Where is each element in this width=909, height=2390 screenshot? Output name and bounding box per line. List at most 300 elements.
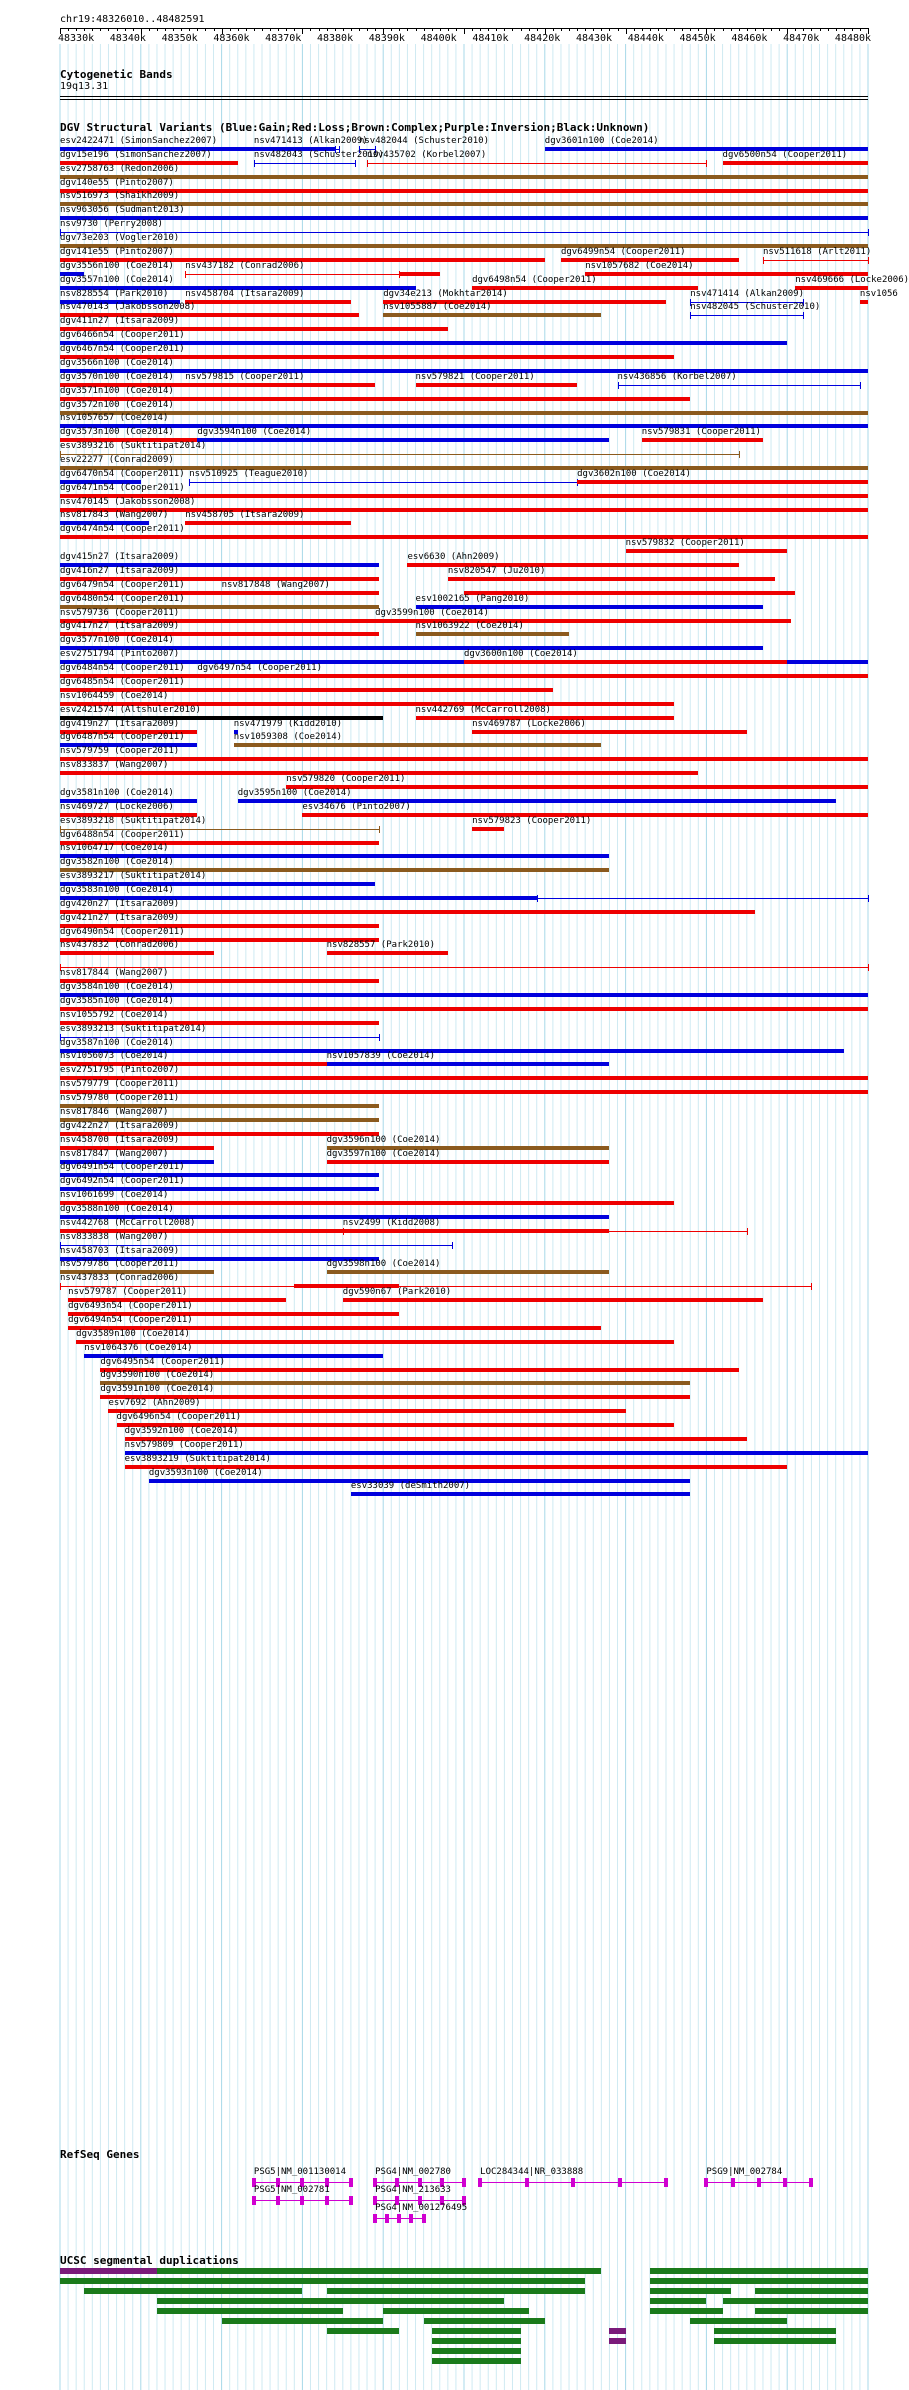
- dgv-variant-label[interactable]: dgv415n27 (Itsara2009): [60, 552, 180, 563]
- dgv-variant-label[interactable]: nsv820547 (Ju2010): [447, 565, 546, 576]
- dgv-variant-label[interactable]: nsv482043 (Schuster2010): [253, 149, 384, 160]
- dgv-variant-label[interactable]: esv2751795 (Pinto2007): [60, 1065, 180, 1076]
- dgv-variant-end-tick: [739, 451, 740, 458]
- dgv-variant-bar[interactable]: [222, 591, 380, 595]
- ruler-tick: [424, 28, 425, 31]
- ruler-tick-label: 48420k: [524, 33, 561, 44]
- dgv-variant-bar[interactable]: [254, 163, 355, 164]
- segdup-block[interactable]: [222, 2318, 384, 2324]
- dgv-variant-label[interactable]: nsv482045 (Schuster2010): [690, 302, 821, 313]
- ruler-tick: [537, 28, 538, 31]
- ruler-tick: [254, 28, 255, 31]
- dgv-variant-label[interactable]: dgv3584n100 (Coe2014): [60, 982, 174, 993]
- dgv-variant-label[interactable]: dgv3598n100 (Coe2014): [326, 1259, 441, 1270]
- dgv-variant-label[interactable]: dgv3572n100 (Coe2014): [60, 399, 174, 410]
- dgv-variant-label[interactable]: nsv579786 (Cooper2011): [60, 1259, 180, 1270]
- ruler-tick: [391, 28, 392, 31]
- dgv-variant-label[interactable]: dgv3557n100 (Coe2014): [60, 274, 174, 285]
- ruler-tick: [795, 28, 796, 31]
- dgv-variant-end-tick: [537, 895, 538, 902]
- dgv-variant-end-tick: [355, 160, 356, 167]
- segdup-block[interactable]: [609, 2338, 625, 2344]
- dgv-variant-label[interactable]: nsv458700 (Itsara2009): [60, 1134, 180, 1145]
- dgv-variant-bar[interactable]: [399, 272, 439, 276]
- dgv-variant-label[interactable]: nsv1059308 (Coe2014): [233, 732, 343, 743]
- dgv-variant-label[interactable]: dgv3573n100 (Coe2014): [60, 427, 174, 438]
- dgv-variant-bar[interactable]: [642, 438, 763, 442]
- dgv-variant-label[interactable]: dgv3595n100 (Coe2014): [237, 787, 352, 798]
- dgv-variant-label[interactable]: dgv6497n54 (Cooper2011): [197, 663, 322, 674]
- dgv-variant-bar[interactable]: [60, 1090, 868, 1094]
- dgv-variant-bar[interactable]: [763, 260, 868, 261]
- dgv-variant-label[interactable]: nsv579823 (Cooper2011): [472, 815, 592, 826]
- dgv-variant-label[interactable]: nsv579787 (Cooper2011): [68, 1287, 188, 1298]
- ruler-tick: [747, 28, 748, 31]
- dgv-variant-bar[interactable]: [197, 438, 609, 442]
- dgv-variant-label[interactable]: nsv436856 (Korbel2007): [617, 371, 737, 382]
- refseq-exon: [571, 2178, 575, 2187]
- ruler-tick: [529, 28, 530, 31]
- dgv-variant-label[interactable]: dgv6499n54 (Cooper2011): [560, 246, 686, 257]
- segdup-block[interactable]: [157, 2298, 504, 2304]
- dgv-variant-label[interactable]: nsv437832 (Conrad2006): [60, 940, 180, 951]
- dgv-variant-label[interactable]: nsv510925 (Teague2010): [189, 468, 309, 479]
- dgv-variant-label[interactable]: dgv6491n54 (Cooper2011): [60, 1162, 185, 1173]
- ruler-tick: [238, 28, 239, 31]
- refseq-gene-label[interactable]: PSG5|NM_002781: [253, 2185, 330, 2195]
- dgv-variant-label[interactable]: esv33039 (deSmith2007): [350, 1481, 471, 1492]
- ruler-tick: [698, 28, 699, 31]
- dgv-variant-label[interactable]: esv34676 (Pinto2007): [302, 801, 411, 812]
- ruler-tick: [852, 28, 853, 31]
- dgv-variant-label[interactable]: nsv833838 (Wang2007): [60, 1231, 169, 1242]
- ruler-tick: [601, 28, 602, 31]
- ruler-tick: [173, 28, 174, 31]
- dgv-variant-label[interactable]: dgv3583n100 (Coe2014): [60, 884, 174, 895]
- dgv-variant-label[interactable]: nsv1057657 (Coe2014): [60, 413, 169, 424]
- dgv-variant-label[interactable]: nsv828557 (Park2010): [326, 940, 435, 951]
- dgv-variant-label[interactable]: esv3893213 (Suktitipat2014): [60, 1023, 207, 1034]
- dgv-variant-label[interactable]: nsv817847 (Wang2007): [60, 1148, 169, 1159]
- dgv-variant-label[interactable]: dgv416n27 (Itsara2009): [60, 565, 180, 576]
- ruler-tick: [448, 28, 449, 31]
- dgv-variant-label[interactable]: nsv579820 (Cooper2011): [286, 774, 406, 785]
- dgv-variant-label[interactable]: dgv3601n100 (Coe2014): [544, 136, 659, 146]
- segdup-block[interactable]: [723, 2298, 868, 2304]
- dgv-variant-bar[interactable]: [383, 313, 601, 317]
- ruler-tick: [133, 28, 134, 31]
- dgv-variant-label[interactable]: nsv828554 (Park2010): [60, 288, 169, 299]
- dgv-variant-label[interactable]: dgv3591n100 (Coe2014): [100, 1384, 215, 1395]
- refseq-exon: [462, 2178, 466, 2187]
- dgv-variant-label[interactable]: dgv6487n54 (Cooper2011): [60, 732, 185, 743]
- dgv-variant-end-tick: [706, 160, 707, 167]
- dgv-variant-label[interactable]: nsv458705 (Itsara2009): [185, 510, 305, 521]
- dgv-variant-bar[interactable]: [327, 1062, 610, 1066]
- ruler-tick-label: 48390k: [368, 33, 405, 44]
- ruler-tick: [84, 28, 85, 31]
- dgv-variant-label[interactable]: dgv6470n54 (Cooper2011): [60, 468, 185, 479]
- dgv-variant-label[interactable]: nsv817843 (Wang2007): [60, 510, 169, 521]
- refseq-exon: [349, 2178, 353, 2187]
- dgv-variant-bar[interactable]: [189, 482, 577, 483]
- dgv-variant-label[interactable]: nsv579736 (Cooper2011): [60, 607, 180, 618]
- segdup-block[interactable]: [650, 2278, 868, 2284]
- dgv-variant-label[interactable]: dgv6493n54 (Cooper2011): [68, 1301, 193, 1312]
- ruler-tick: [731, 28, 732, 31]
- dgv-variant-label[interactable]: nsv470145 (Jakobsson2008): [60, 496, 196, 507]
- segdup-block[interactable]: [432, 2348, 521, 2354]
- dgv-variant-label[interactable]: dgv6474n54 (Cooper2011): [60, 524, 185, 535]
- dgv-variant-bar[interactable]: [185, 383, 375, 387]
- segdup-block[interactable]: [714, 2338, 835, 2344]
- ruler-tick: [407, 28, 408, 31]
- ruler-tick: [714, 28, 715, 31]
- dgv-variant-label[interactable]: esv22277 (Conrad2009): [60, 455, 174, 465]
- dgv-variant-bar[interactable]: [286, 785, 868, 789]
- refseq-exon: [409, 2214, 413, 2223]
- dgv-variant-label[interactable]: dgv6490n54 (Cooper2011): [60, 926, 185, 937]
- dgv-variant-bar[interactable]: [60, 1076, 868, 1080]
- ruler-tick: [181, 28, 182, 31]
- dgv-variant-bar[interactable]: [795, 286, 868, 290]
- dgv-variant-label[interactable]: nsv482044 (Schuster2010): [358, 136, 489, 146]
- segdup-block[interactable]: [755, 2288, 868, 2294]
- dgv-variant-label[interactable]: dgv15e196 (SimonSanchez2007): [60, 149, 212, 160]
- dgv-variant-label[interactable]: esv3893218 (Suktitipat2014): [60, 815, 207, 826]
- ruler-tick-label: 48410k: [472, 33, 509, 44]
- dgv-variant-label[interactable]: nsv516973 (Shaikh2009): [60, 191, 180, 202]
- cytoband-title: Cytogenetic Bands: [60, 68, 173, 81]
- dgv-variant-bar[interactable]: [60, 1007, 868, 1011]
- dgv-variant-label[interactable]: nsv579809 (Cooper2011): [124, 1439, 244, 1450]
- dgv-variant-bar[interactable]: [60, 1049, 844, 1053]
- dgv-variant-label[interactable]: dgv3581n100 (Coe2014): [60, 787, 174, 798]
- ruler-tick: [585, 28, 586, 31]
- dgv-variant-bar[interactable]: [60, 967, 868, 968]
- dgv-variant-label[interactable]: nsv442768 (McCarroll2008): [60, 1217, 196, 1228]
- dgv-variant-bar[interactable]: [472, 827, 504, 831]
- segdup-block[interactable]: [157, 2308, 343, 2314]
- dgv-variant-label[interactable]: esv1002165 (Pang2010): [415, 593, 530, 604]
- dgv-variant-label[interactable]: dgv6496n54 (Cooper2011): [116, 1412, 242, 1423]
- ruler-tick: [246, 28, 247, 31]
- dgv-variant-bar[interactable]: [60, 244, 868, 248]
- dgv-variant-bar[interactable]: [537, 898, 868, 899]
- segdup-block[interactable]: [383, 2308, 528, 2314]
- dgv-variant-bar[interactable]: [416, 383, 578, 387]
- ruler-tick: [593, 28, 594, 31]
- ruler-tick: [327, 28, 328, 31]
- ruler-tick: [521, 28, 522, 31]
- dgv-variant-label[interactable]: dgv3600n100 (Coe2014): [464, 649, 578, 660]
- dgv-variant-label[interactable]: dgv6498n54 (Cooper2011): [472, 274, 597, 285]
- refseq-gene-label[interactable]: PSG5|NM_001130014: [253, 2167, 347, 2177]
- dgv-variant-label[interactable]: dgv420n27 (Itsara2009): [60, 898, 180, 909]
- dgv-variant-label[interactable]: dgv421n27 (Itsara2009): [60, 912, 180, 923]
- dgv-variant-bar[interactable]: [185, 300, 351, 304]
- dgv-variant-label[interactable]: nsv435702 (Korbel2007): [367, 149, 487, 160]
- dgv-variant-label[interactable]: dgv3596n100 (Coe2014): [326, 1134, 441, 1145]
- dgv-variant-label[interactable]: nsv437833 (Conrad2006): [60, 1273, 180, 1284]
- refseq-gene-label[interactable]: PSG4|NM_001276495: [375, 2203, 468, 2213]
- dgv-variant-label[interactable]: nsv1064376 (Coe2014): [84, 1342, 193, 1353]
- dgv-variant-label[interactable]: dgv419n27 (Itsara2009): [60, 718, 180, 729]
- segdup-block[interactable]: [60, 2278, 585, 2284]
- dgv-variant-label[interactable]: dgv3570n100 (Coe2014): [60, 371, 174, 382]
- dgv-variant-label[interactable]: dgv3602n100 (Coe2014): [577, 468, 691, 479]
- dgv-variant-label[interactable]: dgv590n67 (Park2010): [342, 1287, 452, 1298]
- dgv-variant-bar[interactable]: [860, 300, 868, 304]
- refseq-exon: [478, 2178, 482, 2187]
- dgv-variant-label[interactable]: nsv579832 (Cooper2011): [625, 538, 745, 549]
- dgv-variant-label[interactable]: nsv1055887 (Coe2014): [383, 302, 492, 313]
- dgv-variant-label[interactable]: nsv9730 (Perry2008): [60, 219, 163, 230]
- dgv-variant-label[interactable]: nsv469787 (Locke2006): [472, 718, 586, 729]
- dgv-variant-label[interactable]: nsv579759 (Cooper2011): [60, 746, 180, 757]
- ruler-tick: [456, 28, 457, 31]
- dgv-variant-bar[interactable]: [343, 1298, 763, 1302]
- dgv-variant-bar[interactable]: [448, 577, 775, 581]
- dgv-variant-bar[interactable]: [351, 1492, 690, 1496]
- dgv-variant-label[interactable]: dgv417n27 (Itsara2009): [60, 621, 180, 632]
- ruler-tick: [553, 28, 554, 31]
- dgv-variant-label[interactable]: dgv34e213 (Mokhtar2014): [383, 288, 508, 299]
- ruler-tick: [230, 28, 231, 31]
- dgv-variant-bar[interactable]: [185, 521, 351, 525]
- segdup-block[interactable]: [327, 2288, 586, 2294]
- dgv-variant-label[interactable]: esv3893216 (Suktitipat2014): [60, 441, 207, 452]
- segdup-block[interactable]: [432, 2338, 521, 2344]
- dgv-variant-bar[interactable]: [327, 951, 448, 955]
- dgv-variant-label[interactable]: dgv3585n100 (Coe2014): [60, 995, 174, 1006]
- dgv-variant-label[interactable]: nsv1055792 (Coe2014): [60, 1009, 169, 1020]
- dgv-variant-bar[interactable]: [60, 232, 868, 233]
- dgv-variant-label[interactable]: dgv6495n54 (Cooper2011): [100, 1356, 226, 1367]
- dgv-variant-bar[interactable]: [327, 1160, 610, 1164]
- dgv-variant-label[interactable]: dgv6500n54 (Cooper2011): [722, 149, 848, 160]
- dgv-variant-label[interactable]: nsv817846 (Wang2007): [60, 1106, 169, 1117]
- dgv-variant-label[interactable]: dgv3594n100 (Coe2014): [197, 427, 312, 438]
- dgv-variant-label[interactable]: esv2421574 (Altshuler2010): [60, 704, 201, 715]
- dgv-variant-label[interactable]: dgv6492n54 (Cooper2011): [60, 1176, 185, 1187]
- segdup-block[interactable]: [327, 2328, 400, 2334]
- dgv-variant-label[interactable]: dgv6479n54 (Cooper2011): [60, 579, 185, 590]
- dgv-variant-bar[interactable]: [197, 674, 561, 678]
- refseq-gene-label[interactable]: PSG4|NM_002780: [375, 2167, 451, 2177]
- dgv-variant-label[interactable]: dgv411n27 (Itsara2009): [60, 316, 180, 327]
- dgv-variant-label[interactable]: nsv1056073 (Coe2014): [60, 1051, 169, 1062]
- dgv-variant-label[interactable]: esv2751794 (Pinto2007): [60, 649, 180, 660]
- dgv-variant-label[interactable]: nsv458703 (Itsara2009): [60, 1245, 180, 1256]
- refseq-exon: [349, 2196, 353, 2205]
- ruler-tick: [674, 28, 675, 31]
- dgv-variant-label[interactable]: nsv579779 (Cooper2011): [60, 1079, 180, 1090]
- dgv-variant-label[interactable]: dgv73e203 (Vogler2010): [60, 233, 180, 244]
- dgv-variant-label[interactable]: nsv579831 (Cooper2011): [641, 427, 761, 438]
- dgv-variant-label[interactable]: nsv833837 (Wang2007): [60, 760, 169, 771]
- dgv-variant-label[interactable]: esv3893219 (Suktitipat2014): [124, 1453, 271, 1464]
- dgv-variant-bar[interactable]: [618, 385, 860, 386]
- dgv-variant-bar[interactable]: [60, 216, 868, 220]
- segdup-block[interactable]: [609, 2328, 625, 2334]
- dgv-variant-bar[interactable]: [60, 189, 868, 193]
- dgv-variant-label[interactable]: dgv3556n100 (Coe2014): [60, 260, 174, 271]
- dgv-variant-end-tick: [185, 271, 186, 278]
- dgv-variant-label[interactable]: dgv140e55 (Pinto2007): [60, 177, 174, 188]
- ruler-tick: [117, 28, 118, 31]
- dgv-variant-end-tick: [379, 1034, 380, 1041]
- ruler-tick: [496, 28, 497, 31]
- dgv-variant-label[interactable]: nsv579815 (Cooper2011): [185, 371, 305, 382]
- dgv-variant-label[interactable]: nsv1057839 (Coe2014): [326, 1051, 435, 1062]
- dgv-variant-label[interactable]: nsv2499 (Kidd2008): [342, 1217, 441, 1228]
- dgv-variant-label[interactable]: dgv6488n54 (Cooper2011): [60, 829, 185, 840]
- dgv-variant-bar[interactable]: [464, 660, 787, 664]
- segdup-block[interactable]: [714, 2328, 835, 2334]
- dgv-variant-label[interactable]: nsv437182 (Conrad2006): [185, 260, 305, 271]
- dgv-variant-label[interactable]: dgv6494n54 (Cooper2011): [68, 1314, 193, 1325]
- dgv-variant-label[interactable]: nsv469727 (Locke2006): [60, 801, 174, 812]
- dgv-variant-label[interactable]: nsv458704 (Itsara2009): [185, 288, 305, 299]
- dgv-variant-label[interactable]: dgv6471n54 (Cooper2011): [60, 482, 185, 493]
- dgv-variant-bar[interactable]: [416, 632, 570, 636]
- ruler-tick: [165, 28, 166, 31]
- refseq-exon: [618, 2178, 622, 2187]
- segdup-block[interactable]: [432, 2358, 521, 2364]
- ruler-tick: [68, 28, 69, 31]
- segdup-block[interactable]: [157, 2268, 601, 2274]
- refseq-exon: [385, 2214, 389, 2223]
- dgv-variant-label[interactable]: nsv511618 (Arlt2011): [762, 246, 872, 257]
- dgv-variant-end-tick: [868, 257, 869, 264]
- dgv-variant-label[interactable]: esv2422471 (SimonSanchez2007): [60, 136, 218, 146]
- dgv-variant-bar[interactable]: [185, 274, 399, 275]
- refseq-gene-label[interactable]: PSG4|NM_213633: [375, 2185, 451, 2195]
- dgv-variant-label[interactable]: dgv3589n100 (Coe2014): [76, 1328, 190, 1339]
- dgv-variant-label[interactable]: dgv6485n54 (Cooper2011): [60, 676, 185, 687]
- dgv-variant-label[interactable]: dgv3599n100 (Coe2014): [375, 607, 489, 618]
- dgv-variant-bar[interactable]: [343, 1231, 747, 1232]
- dgv-variant-label[interactable]: nsv579821 (Cooper2011): [415, 371, 535, 382]
- dgv-variant-label[interactable]: dgv3587n100 (Coe2014): [60, 1037, 174, 1048]
- ruler-tick: [569, 28, 570, 31]
- dgv-variant-label[interactable]: dgv3597n100 (Coe2014): [326, 1148, 441, 1159]
- ruler-tick-label: 48450k: [679, 33, 716, 44]
- dgv-variant-label[interactable]: nsv1061699 (Coe2014): [60, 1190, 169, 1201]
- dgv-variant-label[interactable]: esv2758763 (Redon2006): [60, 163, 180, 174]
- dgv-variant-end-tick: [860, 382, 861, 389]
- dgv-variant-label[interactable]: dgv3571n100 (Coe2014): [60, 385, 174, 396]
- ruler-tick: [416, 28, 417, 31]
- dgv-variant-label[interactable]: dgv6484n54 (Cooper2011): [60, 663, 185, 674]
- dgv-variant-label[interactable]: nsv1064717 (Coe2014): [60, 843, 169, 854]
- dgv-variant-label[interactable]: dgv6467n54 (Cooper2011): [60, 344, 185, 355]
- dgv-variant-label[interactable]: dgv6466n54 (Cooper2011): [60, 330, 185, 341]
- segdup-block[interactable]: [432, 2328, 521, 2334]
- dgv-variant-bar[interactable]: [60, 993, 868, 997]
- dgv-variant-label[interactable]: nsv817848 (Wang2007): [221, 579, 330, 590]
- ruler-tick: [763, 28, 764, 31]
- dgv-variant-label[interactable]: nsv1063922 (Coe2014): [415, 621, 524, 632]
- dgv-variant-label[interactable]: dgv422n27 (Itsara2009): [60, 1120, 180, 1131]
- dgv-variant-bar[interactable]: [723, 161, 868, 165]
- dgv-variant-label[interactable]: nsv469666 (Locke2006): [795, 274, 909, 285]
- segdup-block[interactable]: [84, 2288, 302, 2294]
- ruler-tick: [335, 28, 336, 31]
- cytoband-line: [60, 96, 868, 97]
- segdup-block[interactable]: [650, 2268, 868, 2274]
- refseq-gene-label[interactable]: LOC284344|NR_033888: [480, 2167, 584, 2177]
- dgv-variant-bar[interactable]: [472, 730, 747, 734]
- refseq-exon: [757, 2178, 761, 2187]
- dgv-variant-label[interactable]: dgv3577n100 (Coe2014): [60, 635, 174, 646]
- dgv-variant-bar[interactable]: [60, 175, 868, 179]
- dgv-variant-bar[interactable]: [60, 951, 214, 955]
- dgv-variant-bar[interactable]: [327, 1270, 610, 1274]
- dgv-variant-label[interactable]: nsv963056 (Sudmant2013): [60, 205, 185, 216]
- dgv-variant-label[interactable]: dgv3590n100 (Coe2014): [100, 1370, 215, 1381]
- dgv-variant-label[interactable]: nsv470143 (Jakobsson2008): [60, 302, 196, 313]
- dgv-variant-label[interactable]: esv7692 (Ahn2009): [108, 1398, 201, 1409]
- segdup-track-title: UCSC segmental duplications: [60, 2254, 239, 2267]
- segdup-block[interactable]: [60, 2268, 157, 2274]
- ruler-tick: [803, 28, 804, 31]
- segdup-block[interactable]: [650, 2308, 723, 2314]
- dgv-variant-label[interactable]: dgv3593n100 (Coe2014): [148, 1467, 263, 1478]
- ruler-tick-label: 48370k: [265, 33, 302, 44]
- dgv-variant-bar[interactable]: [60, 757, 868, 761]
- dgv-variant-bar[interactable]: [60, 535, 868, 539]
- dgv-variant-label[interactable]: nsv1057682 (Coe2014): [585, 260, 694, 271]
- ruler-tick-label: 48380k: [316, 33, 354, 44]
- dgv-variant-label[interactable]: nsv1056: [859, 288, 898, 299]
- dgv-variant-label[interactable]: dgv3592n100 (Coe2014): [124, 1425, 239, 1436]
- dgv-variant-bar[interactable]: [60, 411, 868, 415]
- dgv-variant-label[interactable]: dgv3566n100 (Coe2014): [60, 357, 174, 368]
- dgv-variant-label[interactable]: nsv442769 (McCarroll2008): [415, 704, 551, 715]
- dgv-variant-bar[interactable]: [626, 549, 788, 553]
- ruler-tick: [771, 28, 772, 31]
- dgv-variant-label[interactable]: esv3893217 (Suktitipat2014): [60, 871, 207, 882]
- segdup-block[interactable]: [690, 2318, 787, 2324]
- ruler-tick: [270, 28, 271, 31]
- segdup-block[interactable]: [650, 2288, 731, 2294]
- dgv-variant-bar[interactable]: [577, 480, 868, 484]
- dgv-variant-label[interactable]: esv6630 (Ahn2009): [407, 552, 500, 563]
- dgv-variant-bar[interactable]: [690, 315, 803, 316]
- dgv-variant-bar[interactable]: [60, 508, 868, 512]
- dgv-variant-label[interactable]: dgv6480n54 (Cooper2011): [60, 593, 185, 604]
- dgv-variant-label[interactable]: nsv471413 (Alkan2009): [253, 136, 368, 146]
- dgv-variant-label[interactable]: dgv141e55 (Pinto2007): [60, 246, 174, 257]
- dgv-variant-label[interactable]: nsv471979 (Kidd2010): [233, 718, 343, 729]
- refseq-gene-label[interactable]: PSG9|NM_002784: [706, 2167, 783, 2177]
- segdup-block[interactable]: [755, 2308, 868, 2314]
- segdup-block[interactable]: [650, 2298, 707, 2304]
- dgv-variant-bar[interactable]: [234, 743, 602, 747]
- dgv-variant-label[interactable]: nsv471414 (Alkan2009): [690, 288, 805, 299]
- refseq-exon: [422, 2214, 426, 2223]
- segdup-block[interactable]: [424, 2318, 545, 2324]
- dgv-variant-label[interactable]: dgv3588n100 (Coe2014): [60, 1203, 174, 1214]
- ruler-tick: [472, 28, 473, 31]
- dgv-variant-bar[interactable]: [367, 163, 706, 164]
- dgv-variant-label[interactable]: dgv3582n100 (Coe2014): [60, 857, 174, 868]
- dgv-variant-label[interactable]: nsv817844 (Wang2007): [60, 968, 169, 979]
- dgv-variant-label[interactable]: nsv579780 (Cooper2011): [60, 1093, 180, 1104]
- dgv-variant-label[interactable]: nsv1064459 (Coe2014): [60, 690, 169, 701]
